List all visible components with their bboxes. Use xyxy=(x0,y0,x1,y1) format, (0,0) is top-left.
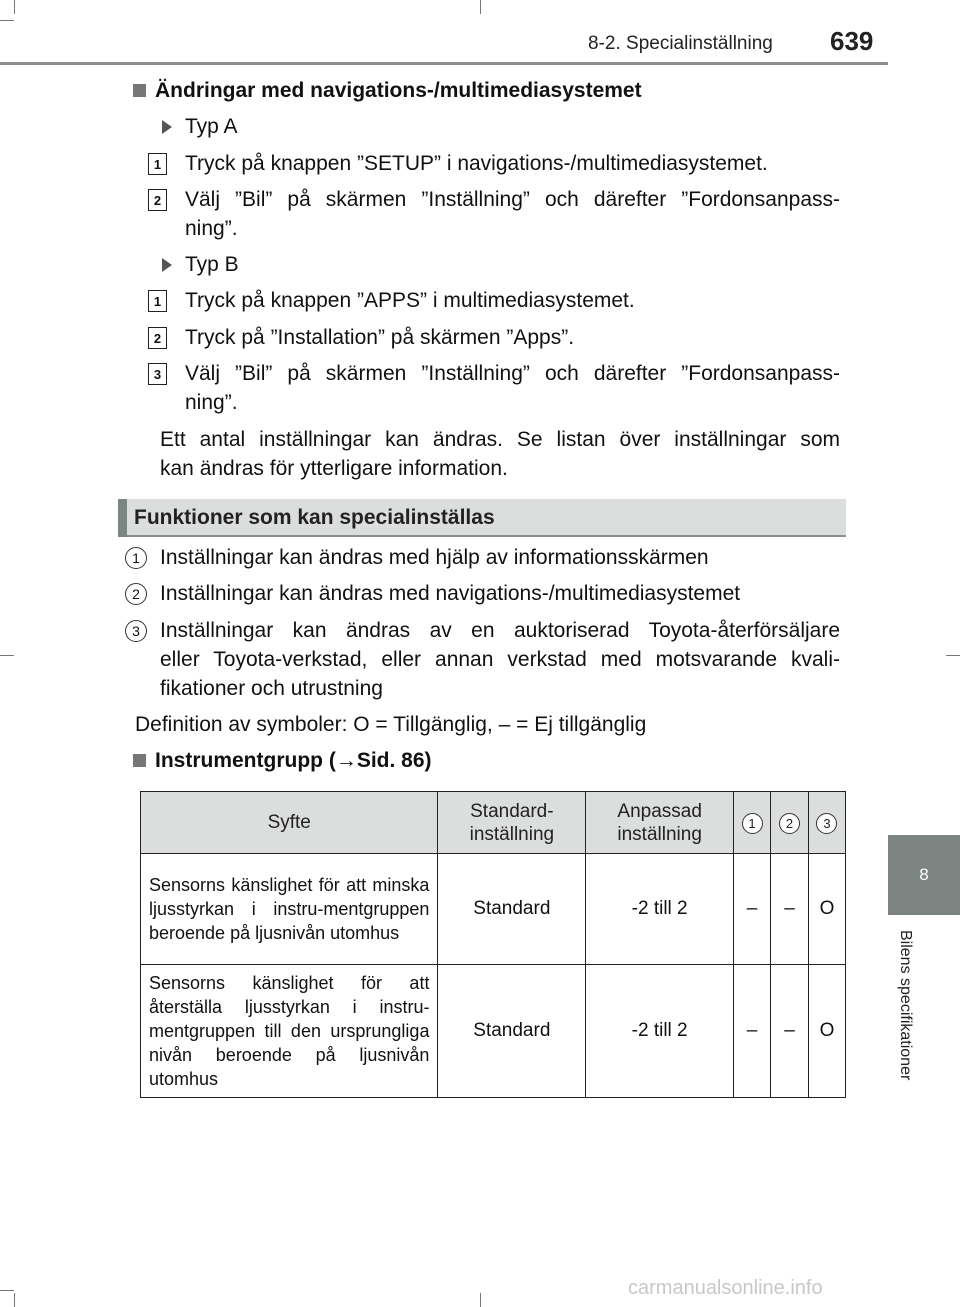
step-number-box: 2 xyxy=(148,189,167,211)
square-bullet-icon xyxy=(133,754,146,767)
watermark: carmanualsonline.info xyxy=(628,1277,823,1299)
header-col-3 xyxy=(808,792,845,854)
chapter-title: Bilens specifikationer xyxy=(897,930,914,1081)
chapter-tab xyxy=(888,835,960,915)
cell-col-2: – xyxy=(771,965,809,1098)
crop-mark xyxy=(0,1290,14,1291)
section-banner xyxy=(118,499,846,537)
circled-number: 3 xyxy=(816,813,837,834)
table-header-row xyxy=(141,792,846,854)
cell-purpose: Sensorns känslighet för att återställa ljusstyrkan i instru-mentgruppen till den ursprungliga nivån beroende på ljusnivån utomhus xyxy=(141,965,438,1098)
banner-title: Funktioner som kan specialinställas xyxy=(134,506,495,529)
function-item-text: Inställningar kan ändras med hjälp av informationsskärmen xyxy=(160,546,709,569)
step-text-continued: ning”. xyxy=(185,217,238,240)
table-row xyxy=(141,965,846,1098)
circled-number: 2 xyxy=(125,583,147,605)
step-number-box: 1 xyxy=(148,290,167,312)
header-purpose: Syfte xyxy=(141,792,438,854)
type-a-label: Typ A xyxy=(185,115,238,138)
crop-mark xyxy=(480,1293,481,1307)
circled-number: 1 xyxy=(742,813,763,834)
step-number-box: 1 xyxy=(148,153,167,175)
circled-number: 3 xyxy=(125,620,147,642)
header-default-setting: Standard- inställning xyxy=(438,792,586,854)
cell-purpose: Sensorns känslighet för att minska ljusstyrkan i instru-mentgruppen beroende på ljusnivån utomhus xyxy=(141,854,438,965)
nav-section-heading: Ändringar med navigations-/multimediasystemet xyxy=(133,76,642,105)
step-text: Tryck på knappen ”APPS” i multimediasystemet. xyxy=(185,289,635,312)
step-number-box: 2 xyxy=(148,327,167,349)
function-item-text-continued: fikationer och utrustning xyxy=(160,677,383,700)
cell-col-1: – xyxy=(734,965,771,1098)
settings-table xyxy=(140,791,846,1098)
cell-custom: -2 till 2 xyxy=(586,965,734,1098)
step-text: Tryck på knappen ”SETUP” i navigations-/multimediasystemet. xyxy=(185,152,768,175)
instrument-section-heading: Instrumentgrupp (→Sid. 86) xyxy=(133,746,432,775)
symbol-definition: Definition av symboler: O = Tillgänglig, – = Ej tillgänglig xyxy=(135,713,647,736)
step-text: Tryck på ”Installation” på skärmen ”Apps”. xyxy=(185,326,575,349)
crop-mark xyxy=(14,0,15,14)
cell-custom: -2 till 2 xyxy=(586,854,734,965)
crop-mark xyxy=(14,1293,15,1307)
triangle-bullet-icon xyxy=(162,120,172,134)
cell-default: Standard xyxy=(438,965,586,1098)
step-text: Välj ”Bil” på skärmen ”Inställning” och därefter ”Fordonsanpass- xyxy=(185,188,840,211)
crop-mark xyxy=(480,0,481,14)
header-col-2 xyxy=(771,792,809,854)
crop-mark xyxy=(0,655,14,656)
triangle-bullet-icon xyxy=(162,258,172,272)
header-custom-setting: Anpassad inställning xyxy=(586,792,734,854)
header-rule xyxy=(0,62,888,65)
circled-number: 2 xyxy=(779,813,800,834)
cell-col-3: O xyxy=(808,854,845,965)
note-text-continued: kan ändras för ytterligare information. xyxy=(160,457,508,480)
chapter-label xyxy=(880,930,930,1120)
function-item-text: Inställningar kan ändras av en auktoriserad Toyota-återförsäljare xyxy=(160,619,840,642)
cell-default: Standard xyxy=(438,854,586,965)
cell-col-1: – xyxy=(734,854,771,965)
function-item-text-continued: eller Toyota-verkstad, eller annan verkstad med motsvarande kvali- xyxy=(160,648,840,671)
section-title: 8-2. Specialinställning xyxy=(588,33,773,54)
cell-col-3: O xyxy=(808,965,845,1098)
crop-mark xyxy=(946,655,960,656)
square-bullet-icon xyxy=(133,84,146,97)
note-text: Ett antal inställningar kan ändras. Se listan över inställningar som xyxy=(160,428,840,451)
type-b-label: Typ B xyxy=(185,253,239,276)
header-col-1 xyxy=(734,792,771,854)
crop-mark xyxy=(0,20,14,21)
step-text: Välj ”Bil” på skärmen ”Inställning” och därefter ”Fordonsanpass- xyxy=(185,362,840,385)
table-row xyxy=(141,854,846,965)
banner-accent xyxy=(118,499,127,537)
circled-number: 1 xyxy=(125,547,147,569)
page-number: 639 xyxy=(830,26,874,56)
chapter-number: 8 xyxy=(919,865,929,884)
step-text-continued: ning”. xyxy=(185,391,238,414)
step-number-box: 3 xyxy=(148,363,167,385)
cell-col-2: – xyxy=(771,854,809,965)
function-item-text: Inställningar kan ändras med navigations-/multimediasystemet xyxy=(160,582,741,605)
